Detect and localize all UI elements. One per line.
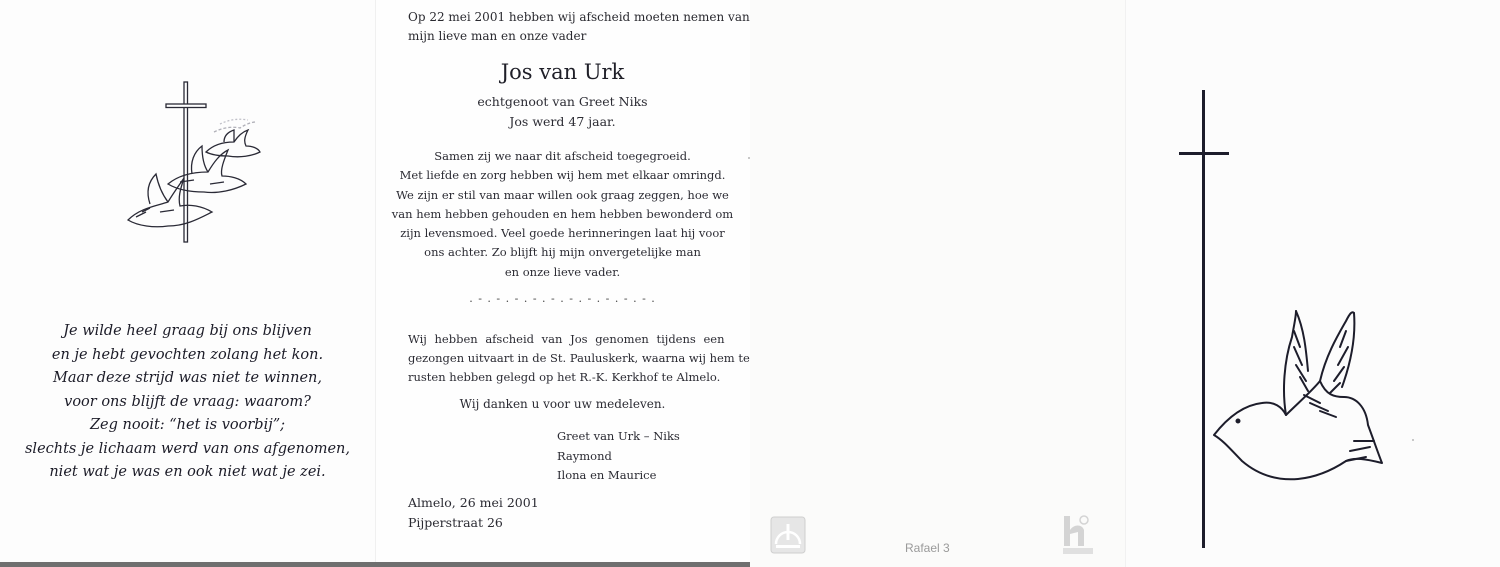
back-panel [750, 0, 1125, 567]
address: Pijperstraat 26 [408, 515, 503, 530]
intro-text [408, 8, 750, 46]
verse-line: Zeg nooit: “het is voorbij”; [89, 417, 286, 433]
scan-edge-strip [0, 562, 750, 567]
farewell-line: en onze lieve vader. [504, 264, 621, 279]
signer: Raymond [557, 448, 612, 463]
publisher-logo-icon [1062, 514, 1094, 556]
verse-line: voor ons blijft de vraag: waarom? [64, 393, 311, 410]
farewell-line: We zijn er stil van maar willen ook graag zeggen, hoe we [396, 187, 729, 202]
age-line: Jos werd 47 jaar. [509, 114, 616, 129]
funeral-line: rusten hebben gelegd op het R.-K. Kerkhof te Almelo. [408, 370, 721, 384]
signer: Greet van Urk – Niks [557, 429, 680, 443]
cross-with-doves-icon [120, 80, 265, 245]
name-details [375, 92, 750, 132]
paper-speck [748, 157, 750, 159]
farewell-line: Met liefde en zorg hebben wij hem met elkaar omringd. [399, 168, 726, 183]
funeral-line: Wij hebben afscheid van Jos genomen tijdens een [408, 332, 725, 346]
funeral-line: gezongen uitvaart in de St. Pauluskerk, waarna wij hem te [408, 351, 750, 365]
cross-icon [1179, 90, 1229, 548]
spouse-line: echtgenoot van Greet Niks [477, 94, 648, 109]
dove-icon [1214, 311, 1382, 479]
printer-name: Rafael 3 [905, 541, 950, 555]
paper-speck [1412, 439, 1414, 441]
signer: Ilona en Maurice [557, 468, 657, 482]
place-date: Almelo, 26 mei 2001 [408, 495, 539, 510]
farewell-line: Samen zij we naar dit afscheid toegegroeid. [434, 149, 691, 163]
cross-with-dove-art [1170, 85, 1400, 550]
place-and-address [408, 493, 539, 533]
farewell-line: ons achter. Zo blijft hij mijn onvergetelijke man [424, 245, 701, 260]
intro-line: Op 22 mei 2001 hebben wij afscheid moeten nemen van [408, 10, 750, 24]
funeral-text [408, 330, 750, 387]
verse-line: en je hebt gevochten zolang het kon. [51, 346, 324, 363]
printer-logo-icon [770, 516, 806, 554]
farewell-line: zijn levensmoed. Veel goede herinneringen laat hij voor [400, 226, 725, 241]
verse-text [20, 320, 355, 485]
farewell-text [375, 147, 750, 282]
verse-line: Maar deze strijd was niet te winnen, [53, 370, 322, 386]
signers [557, 427, 680, 486]
verse-panel [0, 0, 375, 567]
thanks-line: Wij danken u voor uw medeleven. [459, 397, 666, 411]
deceased-name: Jos van Urk [500, 60, 625, 84]
divider: . - . - . - . - . - . - . - . - . - . - . [469, 292, 656, 305]
verse-line: niet wat je was en ook niet wat je zei. [49, 464, 326, 480]
verse-line: Je wilde heel graag bij ons blijven [63, 323, 312, 339]
verse-line: slechts je lichaam werd van ons afgenomen, [24, 440, 350, 457]
farewell-line: van hem hebben gehouden en hem hebben bewonderd om [391, 206, 734, 221]
intro-line: mijn lieve man en onze vader [408, 29, 587, 43]
